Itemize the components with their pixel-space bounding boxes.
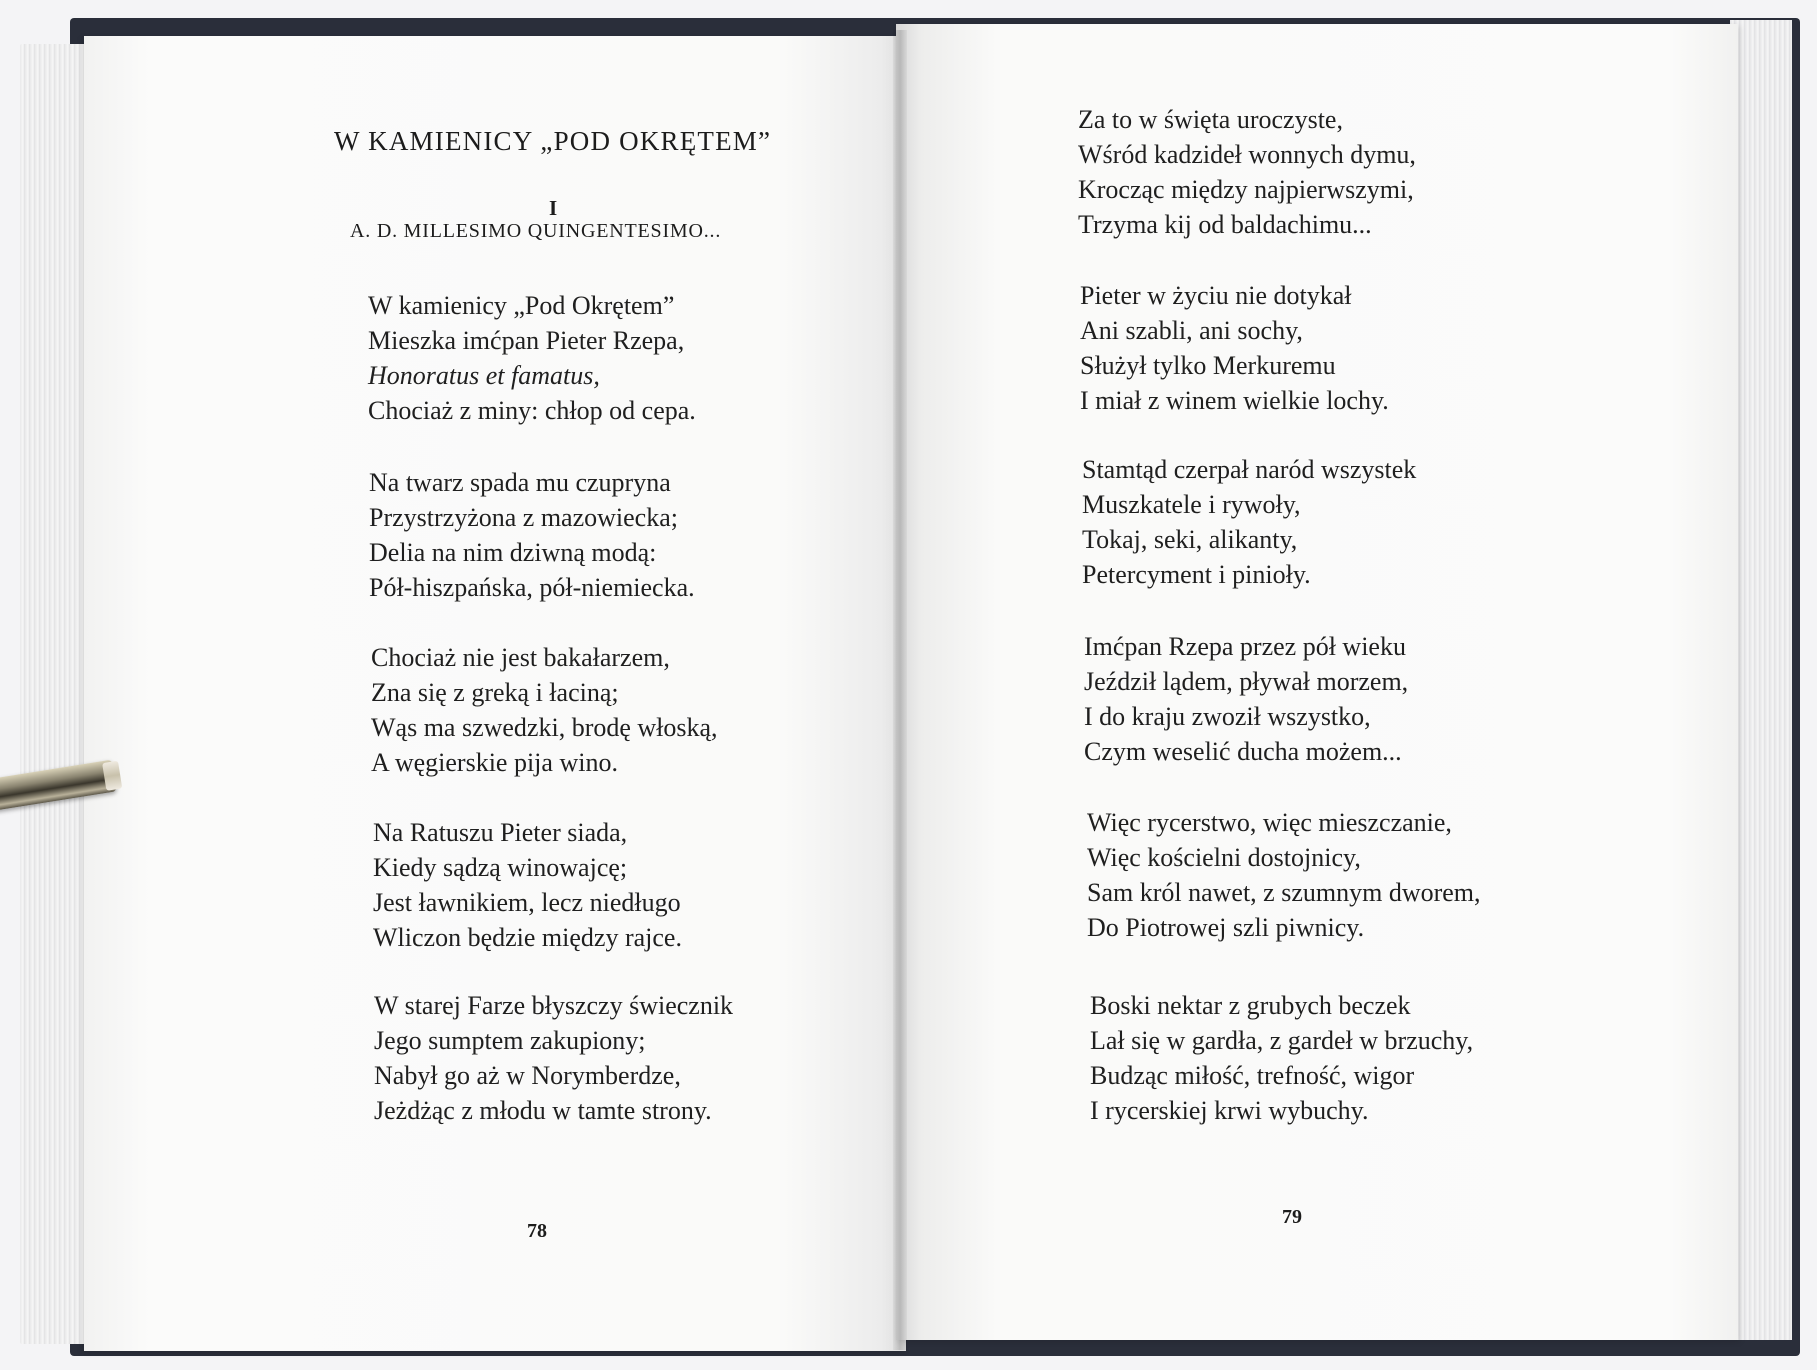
verse-line: Przystrzyżona z mazowiecka; xyxy=(369,503,678,532)
right-stanza-6 xyxy=(1090,988,1473,1128)
page-edges-right xyxy=(1730,20,1792,1340)
verse-line: Czym weselić ducha możem... xyxy=(1084,737,1402,766)
verse-line: I do kraju zwoził wszystko, xyxy=(1084,702,1371,731)
verse-line: Chociaż nie jest bakałarzem, xyxy=(371,643,670,672)
verse-line: Mieszka imćpan Pieter Rzepa, xyxy=(368,326,685,355)
verse-line: Nabył go aż w Norymberdze, xyxy=(374,1061,681,1090)
verse-line: Pół-hiszpańska, pół-niemiecka. xyxy=(369,573,695,602)
verse-line: Jeżdżąc z młodu w tamte strony. xyxy=(374,1096,712,1125)
verse-line: I rycerskiej krwi wybuchy. xyxy=(1090,1096,1369,1125)
left-stanza-4 xyxy=(373,815,682,955)
verse-line: Imćpan Rzepa przez pół wieku xyxy=(1084,632,1406,661)
verse-line: W starej Farze błyszczy świecznik xyxy=(374,991,734,1020)
left-stanza-5 xyxy=(374,988,733,1128)
verse-line: Więc kościelni dostojnicy, xyxy=(1087,843,1361,872)
verse-line: A węgierskie pija wino. xyxy=(371,748,618,777)
right-stanza-1 xyxy=(1078,102,1416,242)
verse-line: Wąs ma szwedzki, brodę włoską, xyxy=(371,713,718,742)
verse-line: Lał się w gardła, z gardeł w brzuchy, xyxy=(1090,1026,1474,1055)
verse-line: Na Ratuszu Pieter siada, xyxy=(373,818,628,847)
verse-line: Muszkatele i rywoły, xyxy=(1082,490,1301,519)
verse-line: Boski nektar z grubych beczek xyxy=(1090,991,1411,1020)
verse-line: Chociaż z miny: chłop od cepa. xyxy=(368,396,696,425)
verse-line: Kiedy sądzą winowajcę; xyxy=(373,853,628,882)
section-number: I xyxy=(549,196,558,220)
right-stanza-3 xyxy=(1082,452,1416,592)
left-stanza-1 xyxy=(368,288,696,428)
verse-line: Służył tylko Merkuremu xyxy=(1080,351,1336,380)
verse-line: Jest ławnikiem, lecz niedługo xyxy=(373,888,681,917)
verse-line: Trzyma kij od baldachimu... xyxy=(1078,210,1372,239)
verse-line: W kamienicy „Pod Okrętem” xyxy=(368,291,675,320)
right-stanza-5 xyxy=(1087,805,1481,945)
verse-line: Więc rycerstwo, więc mieszczanie, xyxy=(1087,808,1452,837)
verse-line: I miał z winem wielkie lochy. xyxy=(1080,386,1389,415)
verse-line: Honoratus et famatus, xyxy=(368,361,600,390)
verse-line: Na twarz spada mu czupryna xyxy=(369,468,671,497)
poem-title: W KAMIENICY „POD OKRĘTEM” xyxy=(334,126,772,156)
section-subtitle: A. D. MILLESIMO QUINGENTESIMO... xyxy=(350,220,722,242)
verse-line: Wśród kadzideł wonnych dymu, xyxy=(1078,140,1416,169)
verse-line: Jeździł lądem, pływał morzem, xyxy=(1084,667,1409,696)
right-stanza-4 xyxy=(1084,629,1408,769)
verse-line: Jego sumptem zakupiony; xyxy=(374,1026,646,1055)
verse-line: Do Piotrowej szli piwnicy. xyxy=(1087,913,1365,942)
verse-line: Pieter w życiu nie dotykał xyxy=(1080,281,1352,310)
verse-line: Wliczon będzie między rajce. xyxy=(373,923,682,952)
verse-line: Petercyment i pinioły. xyxy=(1082,560,1311,589)
verse-line: Budząc miłość, trefność, wigor xyxy=(1090,1061,1415,1090)
verse-line: Stamtąd czerpał naród wszystek xyxy=(1082,455,1417,484)
verse-line: Delia na nim dziwną modą: xyxy=(369,538,657,567)
verse-line: Za to w święta uroczyste, xyxy=(1078,105,1343,134)
left-stanza-2 xyxy=(369,465,695,605)
verse-line: Krocząc między najpierwszymi, xyxy=(1078,175,1414,204)
verse-line: Sam król nawet, z szumnym dworem, xyxy=(1087,878,1481,907)
right-stanza-2 xyxy=(1080,278,1389,418)
left-stanza-3 xyxy=(371,640,718,780)
verse-line: Ani szabli, ani sochy, xyxy=(1080,316,1303,345)
verse-line: Tokaj, seki, alikanty, xyxy=(1082,525,1298,554)
verse-line: Zna się z greką i łaciną; xyxy=(371,678,619,707)
book-gutter xyxy=(893,30,907,1350)
page-number-right: 79 xyxy=(1282,1206,1302,1228)
page-number-left: 78 xyxy=(527,1220,547,1242)
